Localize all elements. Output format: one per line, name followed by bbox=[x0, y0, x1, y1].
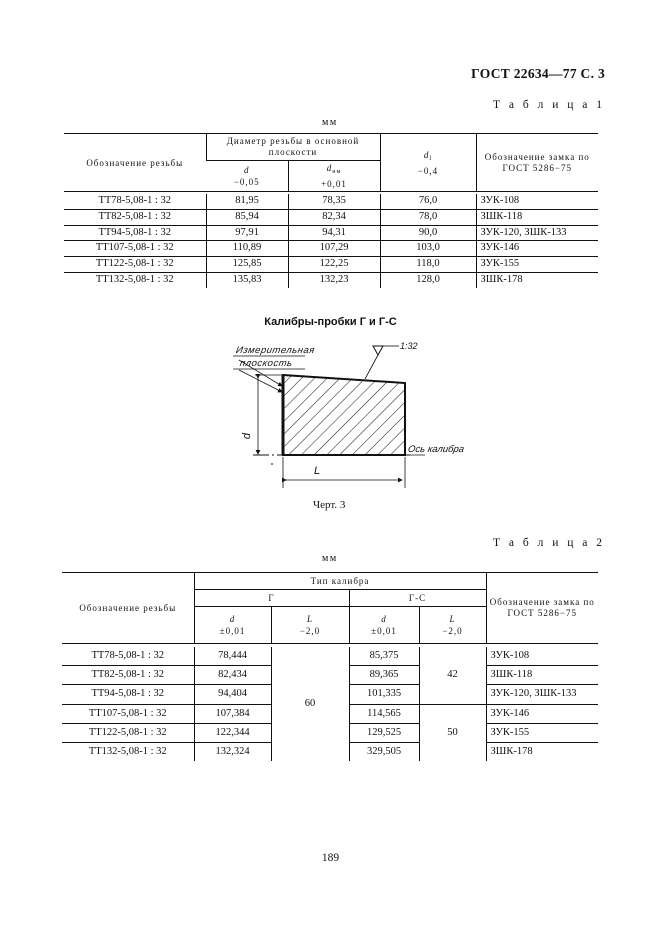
t1-cell-dl: 128,0 bbox=[380, 272, 476, 287]
gauge-body bbox=[283, 375, 405, 455]
t2-cell-dgs: 89,365 bbox=[349, 666, 419, 685]
table1-unit: мм bbox=[322, 117, 338, 128]
t2-cell-lock: ЗШК-118 bbox=[486, 666, 598, 685]
t1-cell-dm: 122,25 bbox=[288, 257, 380, 273]
t1-cell-dl: 118,0 bbox=[380, 257, 476, 273]
table-row bbox=[64, 209, 598, 225]
t2-cell-thread: ТТ122-5,08-1 : 32 bbox=[88, 726, 167, 738]
t2-header-g: Г bbox=[194, 590, 349, 607]
t2-header-L-gs: L −2,0 bbox=[419, 607, 486, 644]
t2-header-type: Тип калибра bbox=[194, 573, 486, 590]
t1-cell-dl: 90,0 bbox=[380, 225, 476, 241]
table1-caption: Т а б л и ц а 1 bbox=[492, 99, 605, 111]
t1-cell-thread: ТТ94-5,08-1 : 32 bbox=[98, 226, 172, 238]
t2-header-L-g: L −2,0 bbox=[271, 607, 349, 644]
t2-cell-dg: 82,434 bbox=[194, 666, 271, 685]
t1-cell-thread: ТТ107-5,08-1 : 32 bbox=[95, 242, 174, 254]
t1-cell-lock: ЗШК-178 bbox=[476, 272, 598, 287]
t2-header-d-g: d ±0,01 bbox=[194, 607, 271, 644]
t1-header-d: d −0,05 bbox=[233, 165, 260, 187]
t2-cell-L-g: 60 bbox=[271, 647, 349, 761]
t1-cell-lock: ЗШК-118 bbox=[476, 209, 598, 225]
t2-cell-dgs: 85,375 bbox=[349, 647, 419, 666]
table-row bbox=[62, 647, 598, 666]
table1 bbox=[64, 133, 598, 288]
t1-cell-dl: 103,0 bbox=[380, 241, 476, 257]
table2 bbox=[62, 572, 598, 761]
t2-cell-thread: ТТ82-5,08-1 : 32 bbox=[91, 669, 165, 681]
t1-cell-lock: ЗУК-146 bbox=[476, 241, 598, 257]
t2-cell-lock: ЗШК-178 bbox=[486, 743, 598, 762]
table-row bbox=[64, 241, 598, 257]
t1-cell-d: 85,94 bbox=[206, 209, 288, 225]
label-taper: 1:32 bbox=[400, 341, 418, 351]
t2-header-designation: Обозначение резьбы bbox=[79, 603, 177, 613]
t2-cell-thread: ТТ132-5,08-1 : 32 bbox=[88, 746, 167, 758]
t1-cell-d: 97,91 bbox=[206, 225, 288, 241]
table-row bbox=[64, 194, 598, 209]
label-measuring: Измерительная bbox=[235, 345, 316, 356]
t1-cell-dl: 76,0 bbox=[380, 194, 476, 209]
figure-caption: Черт. 3 bbox=[313, 499, 346, 511]
figure-title: Калибры-пробки Г и Г-С bbox=[264, 316, 397, 328]
t2-cell-dg: 78,444 bbox=[194, 647, 271, 666]
t1-cell-thread: ТТ132-5,08-1 : 32 bbox=[95, 273, 174, 285]
t2-cell-dgs: 329,505 bbox=[349, 743, 419, 762]
t1-cell-thread: ТТ82-5,08-1 : 32 bbox=[98, 210, 172, 222]
page-number: 189 bbox=[321, 852, 340, 864]
label-axis: Ось калибра bbox=[407, 444, 465, 455]
t1-cell-d: 135,83 bbox=[206, 272, 288, 287]
t2-cell-dg: 122,344 bbox=[194, 723, 271, 742]
t2-cell-thread: ТТ94-5,08-1 : 32 bbox=[91, 688, 165, 700]
t1-cell-d: 81,95 bbox=[206, 194, 288, 209]
t1-header-dl: $d_l$ −0,4 bbox=[380, 134, 476, 192]
t1-cell-thread: ТТ78-5,08-1 : 32 bbox=[98, 195, 172, 206]
t2-cell-dg: 132,324 bbox=[194, 743, 271, 762]
t1-header-lock: Обозначение замка по ГОСТ 5286−75 bbox=[476, 134, 598, 192]
label-plane: плоскость bbox=[239, 358, 294, 369]
t2-cell-dgs: 101,335 bbox=[349, 685, 419, 704]
t2-header-gs: Г-С bbox=[349, 590, 486, 607]
t1-cell-dm: 132,23 bbox=[288, 272, 380, 287]
t2-cell-L-gs: 50 bbox=[419, 704, 486, 761]
t1-cell-dm: 94,31 bbox=[288, 225, 380, 241]
t1-header-designation: Обозначение резьбы bbox=[86, 157, 184, 168]
t1-cell-d: 110,89 bbox=[206, 241, 288, 257]
t1-cell-thread: ТТ122-5,08-1 : 32 bbox=[95, 258, 174, 270]
t1-cell-dm: 78,35 bbox=[288, 194, 380, 209]
table-row bbox=[64, 257, 598, 273]
t2-cell-thread: ТТ107-5,08-1 : 32 bbox=[88, 707, 167, 719]
t2-cell-dg: 94,404 bbox=[194, 685, 271, 704]
table2-unit: мм bbox=[322, 553, 338, 564]
t1-cell-dl: 78,0 bbox=[380, 209, 476, 225]
t1-cell-dm: 107,29 bbox=[288, 241, 380, 257]
table-row bbox=[64, 225, 598, 241]
label-d: d bbox=[241, 432, 254, 440]
taper-triangle-icon bbox=[373, 346, 383, 355]
page-header: ГОСТ 22634—77 С. 3 bbox=[471, 66, 605, 81]
t1-header-diameter: Диаметр резьбы в основной плоскости bbox=[206, 134, 380, 161]
t1-header-dm: $d_{нм}$ +0,01 bbox=[288, 161, 380, 192]
t1-cell-lock: ЗУК-108 bbox=[476, 194, 598, 209]
t2-cell-lock: ЗУК-120, ЗШК-133 bbox=[486, 685, 598, 704]
table-row bbox=[64, 272, 598, 287]
t2-cell-dgs: 129,525 bbox=[349, 723, 419, 742]
t1-cell-dm: 82,34 bbox=[288, 209, 380, 225]
t2-header-d-gs: d ±0,01 bbox=[349, 607, 419, 644]
t2-cell-dg: 107,384 bbox=[194, 704, 271, 723]
t2-cell-lock: ЗУК-108 bbox=[486, 647, 598, 666]
t2-cell-dgs: 114,565 bbox=[349, 704, 419, 723]
t2-cell-L-gs: 42 bbox=[419, 647, 486, 704]
t2-cell-lock: ЗУК-155 bbox=[486, 723, 598, 742]
t2-cell-thread: ТТ78-5,08-1 : 32 bbox=[91, 650, 165, 661]
t1-cell-d: 125,85 bbox=[206, 257, 288, 273]
table2-caption: Т а б л и ц а 2 bbox=[492, 537, 605, 549]
t1-cell-lock: ЗУК-155 bbox=[476, 257, 598, 273]
label-L: L bbox=[314, 465, 321, 477]
t2-cell-lock: ЗУК-146 bbox=[486, 704, 598, 723]
t2-header-lock: Обозначение замка по ГОСТ 5286−75 bbox=[486, 573, 598, 644]
t1-cell-lock: ЗУК-120, ЗШК-133 bbox=[476, 225, 598, 241]
